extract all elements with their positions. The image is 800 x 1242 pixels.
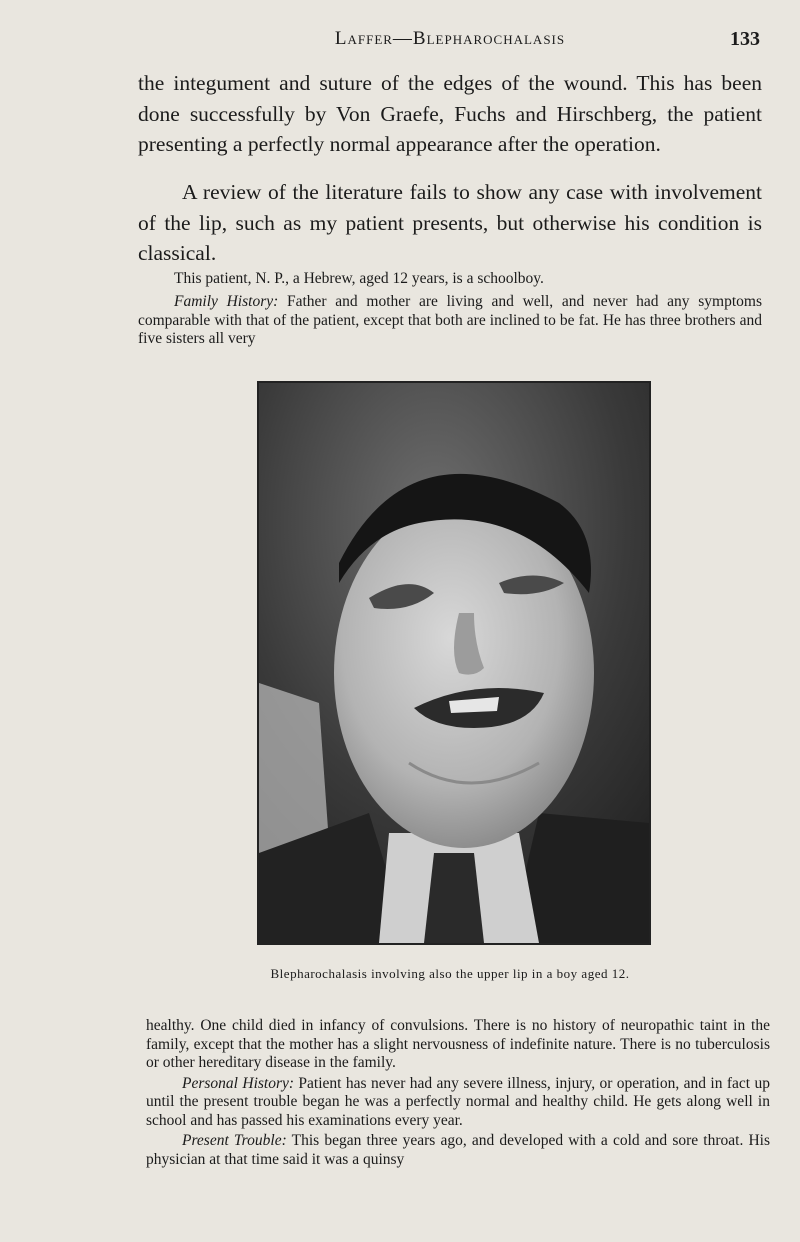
running-head: [140, 28, 760, 56]
case-intro: This patient, N. P., a Hebrew, aged 12 years, is a schoolboy.: [174, 270, 544, 287]
running-title: Laffer—Blepharochalasis: [334, 28, 566, 49]
family-history-text-continued: healthy. One child died in infancy of convulsions. There is no history of neuropathic taint in the family, except that the mother has a slight nervousness of indefinite nature. There is no tuberculosis or other hereditary disease in the family.: [146, 1017, 770, 1071]
lead-paragraph-continued: [138, 68, 762, 160]
family-history-top: [138, 293, 762, 349]
present-trouble-heading: Present Trouble:: [182, 1132, 287, 1149]
body-text-continued: [146, 1017, 770, 1171]
patient-photograph: [257, 381, 651, 945]
page-number: 133: [730, 28, 760, 50]
present-trouble-paragraph: [146, 1132, 770, 1169]
present-trouble-text: This began three years ago, and developed with a cold and sore throat. His physician at that time said it was a quinsy: [146, 1132, 771, 1168]
figure-caption: Blepharochalasis involving also the upper lip in a boy aged 12.: [270, 966, 630, 981]
lead-paragraph-review: [138, 177, 762, 269]
lead-paragraph-1: the integument and suture of the edges of the wound. This has been done successfully by Von Graefe, Fuchs and Hirschberg, the patient presenting a perfectly normal appearance after the operation.: [138, 71, 762, 156]
lead-paragraph-2: A review of the literature fails to show any case with involvement of the lip, such as my patient presents, but otherwise his condition is classical.: [138, 180, 762, 265]
personal-history-text: Patient has never had any severe illness, injury, or operation, and in fact up until the present trouble began he was a perfectly normal and healthy child. He gets along well in school and has passed his examinations every year.: [146, 1074, 770, 1129]
family-history-paragraph-start: [138, 293, 762, 349]
personal-history-heading: Personal History:: [182, 1074, 295, 1092]
photograph-image: [259, 383, 649, 943]
family-history-text-start: Father and mother are living and well, and never had any symptoms comparable with that of the patient, except that both are inclined to be fat. He has three brothers and five sisters all very: [138, 293, 762, 347]
family-history-heading: Family History:: [174, 293, 279, 310]
personal-history-paragraph: [146, 1075, 770, 1131]
case-intro-block: [138, 270, 762, 289]
